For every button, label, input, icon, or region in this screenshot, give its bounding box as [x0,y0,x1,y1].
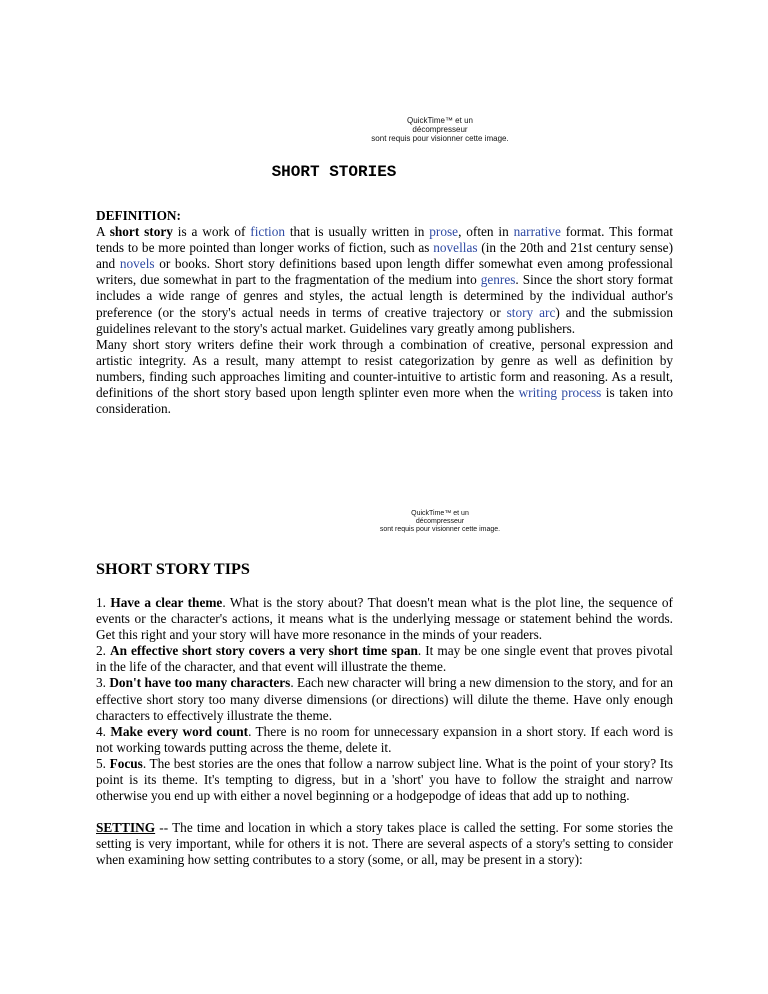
setting-section [96,820,673,868]
setting-paragraph: SETTING -- The time and location in which a story takes place is called the setting. For some stories the setting is very important, while for others it is not. There are several aspects of a story's setting to consider when examining how setting contributes to a story (some, or all, may be present in a story): [96,820,673,868]
tip-item: 4. Make every word count. There is no room for unnecessary expansion in a short story. If each word is not working towards putting across the theme, delete it. [96,723,674,755]
tips-section [96,595,673,804]
quicktime-placeholder-top [330,116,550,143]
quicktime-line: sont requis pour visionner cette image. [371,134,509,143]
link-novels[interactable]: novels [119,256,155,272]
setting-label: SETTING [96,820,156,835]
tips-heading: SHORT STORY TIPS [96,560,250,578]
definition-section [96,208,673,417]
quicktime-placeholder-mid [340,510,540,534]
tip-item: 5. Focus. The best stories are the ones that follow a narrow subject line. What is the point of your story? Its point is its theme. It's tempting to digress, but in a 'short' you have to follow the straight and narrow otherwise you end up with either a novel beginning or a hodgepodge of ideas that add up to nothing. [96,755,673,804]
link-fiction[interactable]: fiction [250,224,286,240]
link-novellas[interactable]: novellas [433,240,478,256]
link-genres[interactable]: genres [480,272,516,288]
link-writing-process[interactable]: writing process [518,385,602,401]
tip-item: 1. Have a clear theme. What is the story about? That doesn't mean what is the plot line, the sequence of events or the character's actions, it means what is the underlying message or statement behind the words. Get this right and your story will have more resonance in the minds of your readers. [96,595,673,643]
quicktime-line: décompresseur [415,518,465,525]
definition-paragraph-2: Many short story writers define their work through a combination of creative, personal expression and artistic integrity. As a result, many attempt to resist categorization by genre as well as definition by numbers, finding such approaches limiting and counter-intuitive to artistic form and reasoning. As a result, definitions of the short story based upon length splinter even more when the writing process is taken into consideration. [96,336,673,417]
quicktime-line: QuickTime™ et un [411,510,469,517]
definition-paragraph-1: A short story is a work of fiction that is usually written in prose, often in narrative format. This format tends to be more pointed than longer works of fiction, such as novellas (in the 20th and 21st century sense) and novels or books. Short story definitions based upon length differ somewhat even among professional writers, due somewhat in part to the fragmentation of the medium into genres. Since the short story format includes a wide range of genres and styles, the actual length is determined by the individual author's preference (or the story's actual needs in terms of creative trajectory or story arc) and the submission guidelines relevant to the story's actual market. Guidelines vary greatly among publishers. [96,224,673,336]
definition-heading: DEFINITION: [96,208,181,223]
quicktime-line: sont requis pour visionner cette image. [379,526,501,533]
link-narrative[interactable]: narrative [513,224,561,240]
page-title: SHORT STORIES [271,163,397,181]
quicktime-line: QuickTime™ et un [407,116,473,125]
quicktime-line: décompresseur [412,125,468,134]
tip-item: 3. Don't have too many characters. Each new character will bring a new dimension to the story, and for an effective short story too many diverse dimensions (or directions) will dilute the theme. Have only enough characters to effectively illustrate the theme. [96,675,674,723]
link-story-arc[interactable]: story arc [506,304,556,320]
tip-item: 2. An effective short story covers a very short time span. It may be one single event that proves pivotal in the life of the character, and that event will illustrate the theme. [96,643,674,675]
link-prose[interactable]: prose [429,224,459,240]
